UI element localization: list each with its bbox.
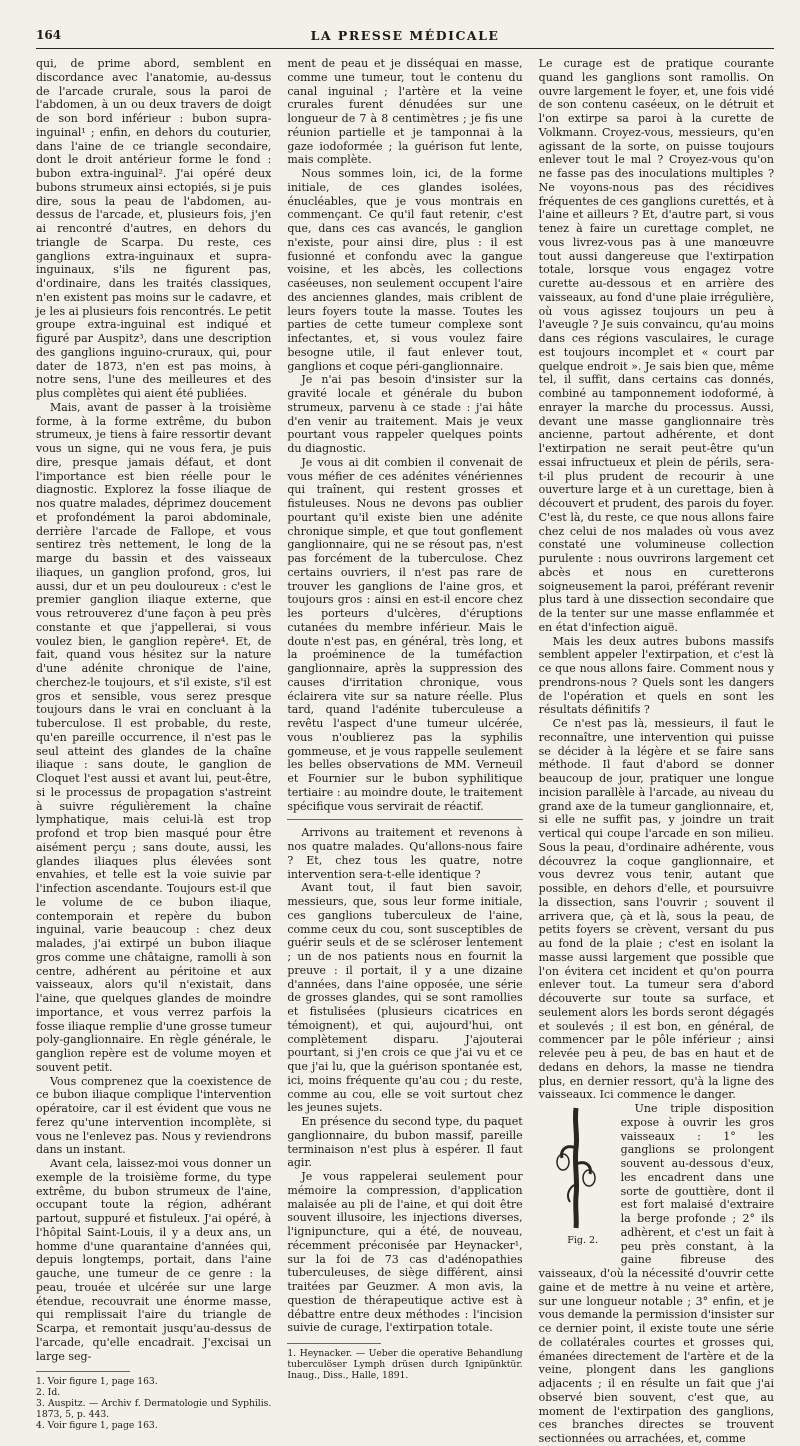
- text-columns: [36, 57, 774, 1445]
- column-2: [287, 57, 523, 1381]
- footnote: 1. Heynacker. — Ueber die operative Behandlung tuberculöser Lymph drüsen durch Ignipünktür. Inaug., Diss., Halle, 1891.: [287, 1348, 523, 1381]
- footnote-rule: [36, 1371, 130, 1372]
- paragraph: Mais, avant de passer à la troisième forme, à la forme extrême, du bubon strumeux, je tiens à faire ressortir devant vous un signe, qui ne vous fera, je puis dire, presque jamais défaut, et dont l'importance est bien réelle pour le diagnostic. Explorez la fosse iliaque de nos quatre malades, déprimez doucement et profondément la paroi abdominale, derrière l'arcade de Fallope, et vous sentirez très nettement, le long de la marge du bassin et des vaisseaux iliaques, un ganglion profond, gros, lui aussi, dur et un peu douloureux : c'est le premier ganglion iliaque externe, que vous retrouverez d'une façon à peu près constante et que j'appellerai, si vous voulez bien, le ganglion repère⁴. Et, de fait, quand vous hésitez sur la nature d'une adénite chronique de l'aine, cherchez-le toujours, et s'il existe, s'il est gros et sensible, vous serez presque toujours dans le vrai en concluant à la tuberculose. Il est probable, du reste, qu'en pareille occurrence, il n'est pas le seul atteint des glandes de la chaîne iliaque : sans doute, le ganglion de Cloquet l'est aussi et avant lui, peut-être, si le processus de propagation s'astreint à suivre régulièrement la chaîne lymphatique, mais celui-là est trop profond et trop bien masqué pour être aisément perçu ; sans doute, aussi, les glandes iliaques plus élevées sont envahies, et telle est la voie suivie par l'infection ascendante. Toujours est-il que le volume de ce bubon iliaque, contemporain et repère du bubon inguinal, varie beaucoup : chez deux malades, j'ai extirpé un bubon iliaque gros comme une châtaigne, ramolli à son centre, adhérent au péritoine et aux vaisseaux, alors qu'il n'existait, dans l'aine, que quelques glandes de moindre importance, et vous verrez parfois la fosse iliaque remplie d'une grosse tumeur poly-ganglionnaire. En règle générale, le ganglion repère est de volume moyen et souvent petit.: [36, 400, 272, 1074]
- paragraph: En présence du second type, du paquet ganglionnaire, du bubon massif, pareille terminaison n'est plus à espérer. Il faut agir.: [287, 1115, 523, 1170]
- paragraph: Avant cela, laissez-moi vous donner un exemple de la troisième forme, du type extrême, du bubon strumeux de l'aine, occupant toute la région, adhérant partout, suppuré et fistuleux. J'ai opéré, à l'hôpital Saint-Louis, il y a deux ans, un homme d'une quarantaine d'années qui, depuis longtemps, portait, dans l'aine gauche, une tumeur de ce genre : la peau, trouée et ulcérée sur une large étendue, recouvrait une énorme masse, qui remplissait l'aire du triangle de Scarpa, et remontait jusqu'au-dessus de l'arcade, qu'elle encadrait. J'excisai un large seg-: [36, 1157, 272, 1363]
- column-3: [538, 57, 774, 1445]
- paragraph: Vous comprenez que la coexistence de ce bubon iliaque complique l'intervention opératoire, car il est évident que vous ne ferez qu'une intervention incomplète, si vous ne l'enlevez pas. Nous y reviendrons dans un instant.: [36, 1074, 272, 1157]
- paragraph: Je n'ai pas besoin d'insister sur la gravité locale et générale du bubon strumeux, parvenu à ce stade : j'ai hâte d'en venir au traitement. Mais je veux pourtant vous rappeler quelques points du diagnostic.: [287, 373, 523, 455]
- paragraph: qui, de prime abord, semblent en discordance avec l'anatomie, au-dessus de l'arcade crurale, sous la paroi de l'abdomen, à un ou deux travers de doigt de son bord inférieur : bubon supra-inguinal¹ ; enfin, en dehors du couturier, dans l'aine de ce triangle secondaire, dont le droit antérieur forme le fond : bubon extra-inguinal². J'ai opéré deux bubons strumeux ainsi ectopiés, si je puis dire, sous la peau de l'abdomen, au-dessus de l'arcade, et, plusieurs fois, j'en ai rencontré d'autres, en dehors du triangle de Scarpa. Du reste, ces ganglions extra-inguinaux et supra-inguinaux, s'ils ne figurent pas, d'ordinaire, dans les traités classiques, n'en existent pas moins sur le cadavre, et je les ai plusieurs fois rencontrés. Le petit groupe extra-inguinal est indiqué et figuré par Auspitz³, dans une description des ganglions inguino-cruraux, qui, pour dater de 1873, n'en est pas moins, à notre sens, l'une des meilleures et des plus complètes qui aient été publiées.: [36, 57, 272, 400]
- vessel-illustration: [554, 1104, 598, 1232]
- paragraph: Arrivons au traitement et revenons à nos quatre malades. Qu'allons-nous faire ? Et, chez tous les quatre, notre intervention sera-t-elle identique ?: [287, 826, 523, 881]
- footnote: 3. Auspitz. — Archiv f. Dermatologie und Syphilis. 1873, 5, p. 443.: [36, 1398, 272, 1421]
- footnote: 4. Voir figure 1, page 163.: [36, 1420, 158, 1432]
- paragraph: Le curage est de pratique courante quand les ganglions sont ramollis. On ouvre largement le foyer, et, une fois vidé de son contenu caséeux, on le détruit et l'on extirpe sa paroi à la curette de Volkmann. Croyez-vous, messieurs, qu'en agissant de la sorte, on puisse toujours enlever tout le mal ? Croyez-vous qu'on ne fasse pas des inoculations multiples ? Ne voyons-nous pas des récidives fréquentes de ces ganglions curettés, et à l'aine et ailleurs ? Et, d'autre part, si vous tenez à faire un curettage complet, ne vous livrez-vous pas à une manœuvre tout aussi dangereuse que l'extirpation totale, lorsque vous engagez votre curette au-dessous et en arrière des vaisseaux, au fond d'une plaie irrégulière, où vous agissez toujours un peu à l'aveugle ? Je suis convaincu, qu'au moins dans ces régions vasculaires, le curage est toujours incomplet et « court par quelque endroit ». Je sais bien que, même tel, il suffit, dans certains cas donnés, combiné au tamponnement iodoformé, à enrayer la marche du processus. Aussi, devant une masse ganglionnaire très ancienne, partout adhérente, et dont l'extirpation ne serait peut-être qu'un essai infructueux et plein de périls, sera-t-il plus prudent de recourir à une ouverture large et à un curettage, bien à découvert et prudent, des parois du foyer. C'est là, du reste, ce que nous allons faire chez celui de nos malades où vous avez constaté une volumineuse collection purulente : nous ouvrirons largement cet abcès et nous en curetterons soigneusement la paroi, préférant revenir plus tard à une dissection secondaire que de la tenter sur une masse enflammée et en état d'infection aiguë.: [538, 57, 774, 634]
- paragraph: ment de peau et je disséquai en masse, comme une tumeur, tout le contenu du canal inguinal ; l'artère et la veine crurales furent dénudées sur une longueur de 7 à 8 centimètres ; je fis une réunion partielle et je tamponnai à la gaze iodoformée ; la guérison fut lente, mais complète.: [287, 57, 523, 167]
- running-title: LA PRESSE MÉDICALE: [310, 28, 500, 43]
- figure-caption: Fig. 2.: [567, 1235, 599, 1246]
- footnote: 2. Id.: [36, 1387, 61, 1399]
- paragraph: Je vous ai dit combien il convenait de vous méfier de ces adénites vénériennes qui traînent, qui restent grosses et fistuleuses. Nous ne devons pas oublier pourtant qu'il existe bien une adénite chronique simple, et que tout gonflement ganglionnaire, qui ne se résout pas, n'est pas forcément de la tuberculose. Chez certains ouvriers, il n'est pas rare de trouver les ganglions de l'aine gros, et toujours gros : ainsi en est-il encore chez les porteurs d'ulcères, d'éruptions cutanées du membre inférieur. Mais le doute n'est pas, en général, très long, et la proéminence de la tuméfaction ganglionnaire, après la suppression des causes d'irritation chronique, vous éclairera vite sur sa nature réelle. Plus tard, quand l'adénite tuberculeuse a revêtu l'aspect d'une tumeur ulcérée, vous n'oublierez pas la syphilis gommeuse, et je vous rappelle seulement les belles observations de MM. Verneuil et Fournier sur le bubon syphilitique tertiaire : au moindre doute, le traitement spécifique vous servirait de réactif.: [287, 455, 523, 813]
- footnote: 1. Voir figure 1, page 163.: [36, 1376, 158, 1388]
- section-divider: [287, 819, 522, 820]
- page-number: 164: [36, 28, 62, 42]
- column-1: [36, 57, 272, 1432]
- paragraph-with-figure: [539, 1102, 774, 1446]
- paragraph: Ce n'est pas là, messieurs, il faut le reconnaître, une intervention qui puisse se décider à la légère et se faire sans méthode. Il faut d'abord se donner beaucoup de jour, pratiquer une longue incision parallèle à l'arcade, au niveau du grand axe de la tumeur ganglionnaire, et, si elle ne suffit pas, y joindre un trait vertical qui coupe l'arcade en son milieu. Sous la peau, d'ordinaire adhérente, vous découvrez la coque ganglionnaire, et vous devrez vous tenir, autant que possible, en dehors d'elle, et poursuivre la dissection, sans l'ouvrir ; souvent il arrivera que, çà et là, sous la peau, de petits foyers se crèvent, versant du pus au fond de la plaie ; c'est en isolant la masse aussi largement que possible que l'on évitera cet incident et qu'on pourra enlever tout. La tumeur sera d'abord découverte sur toute sa surface, et seulement alors les bords seront dégagés et soulevés ; il est bon, en général, de commencer par le pôle inférieur ; ainsi relevée peu à peu, de bas en haut et de dedans en dehors, la masse ne tiendra plus, en dernier ressort, qu'à la ligne des vaisseaux. Ici commence le danger.: [538, 717, 774, 1102]
- footnote-rule: [287, 1343, 381, 1344]
- figure-2: [539, 1104, 613, 1252]
- paragraph-text: Une triple disposition expose à ouvrir les gros vaisseaux : 1° les ganglions se prolongent souvent au-dessous d'eux, les encadrent dans une sorte de gouttière, dont il est fort malaisé d'extraire la berge profonde ; 2° ils adhèrent, et c'est un fait à peu près constant, à la gaine fibreuse des vaisseaux, d'où la nécessité d'ouvrir cette gaine et de mettre à nu veine et artère, sur une longueur notable ; 3° enfin, et je vous demande la permission d'insister sur ce dernier point, il existe toute une série de collatérales courtes et grosses qui, émanées directement de l'artère et de la veine, plongent dans les ganglions adjacents ; il en résulte un fait que j'ai observé bien souvent, c'est que, au moment de l'extirpation des ganglions, ces branches directes se trouvent sectionnées ou arrachées, et, comme: [538, 1102, 774, 1445]
- paragraph: Mais les deux autres bubons massifs semblent appeler l'extirpation, et c'est là ce que nous allons faire. Comment nous y prendrons-nous ? Quels sont les dangers de l'opération et quels en sont les résultats définitifs ?: [538, 634, 774, 717]
- paragraph: Je vous rappelerai seulement pour mémoire la compression, d'application malaisée au pli de l'aine, et qui doit être souvent illusoire, les injections diverses, l'ignipuncture, qui a été, de nouveau, récemment préconisée par Heynacker¹, sur la foi de 73 cas d'adénopathies tuberculeuses, de siège différent, ainsi traitées par Geuzmer. A mon avis, la question de thérapeutique active est à débattre entre deux méthodes : l'incision suivie de curage, l'extirpation totale.: [287, 1170, 523, 1335]
- paragraph: Nous sommes loin, ici, de la forme initiale, de ces glandes isolées, énucléables, que je vous montrais en commençant. Ce qu'il faut retenir, c'est que, dans ces cas avancés, le ganglion n'existe, pour ainsi dire, plus : il est fusionné et confondu avec la gangue voisine, et les abcès, les collections caséeuses, non seulement occupent l'aire des anciennes glandes, mais criblent de leurs foyers toute la masse. Toutes les parties de cette tumeur complexe sont infectantes, et, si vous voulez faire besogne utile, il faut enlever tout, ganglions et coque péri-ganglionnaire.: [287, 167, 523, 373]
- paragraph: Avant tout, il faut bien savoir, messieurs, que, sous leur forme initiale, ces ganglions tuberculeux de l'aine, comme ceux du cou, sont susceptibles de guérir seuls et de se scléroser lentement ; un de nos patients nous en fournit la preuve : il portait, il y a une dizaine d'années, dans l'aine opposée, une série de grosses glandes, qui se sont ramollies et fistulisées (plusieurs cicatrices en témoignent), et qui, aujourd'hui, ont complètement disparu. J'ajouterai pourtant, si j'en crois ce que j'ai vu et ce que j'ai lu, que la guérison spontanée est, ici, moins fréquente qu'au cou ; du reste, comme au cou, elle se voit surtout chez les jeunes sujets.: [287, 881, 523, 1115]
- page-header: [36, 26, 774, 49]
